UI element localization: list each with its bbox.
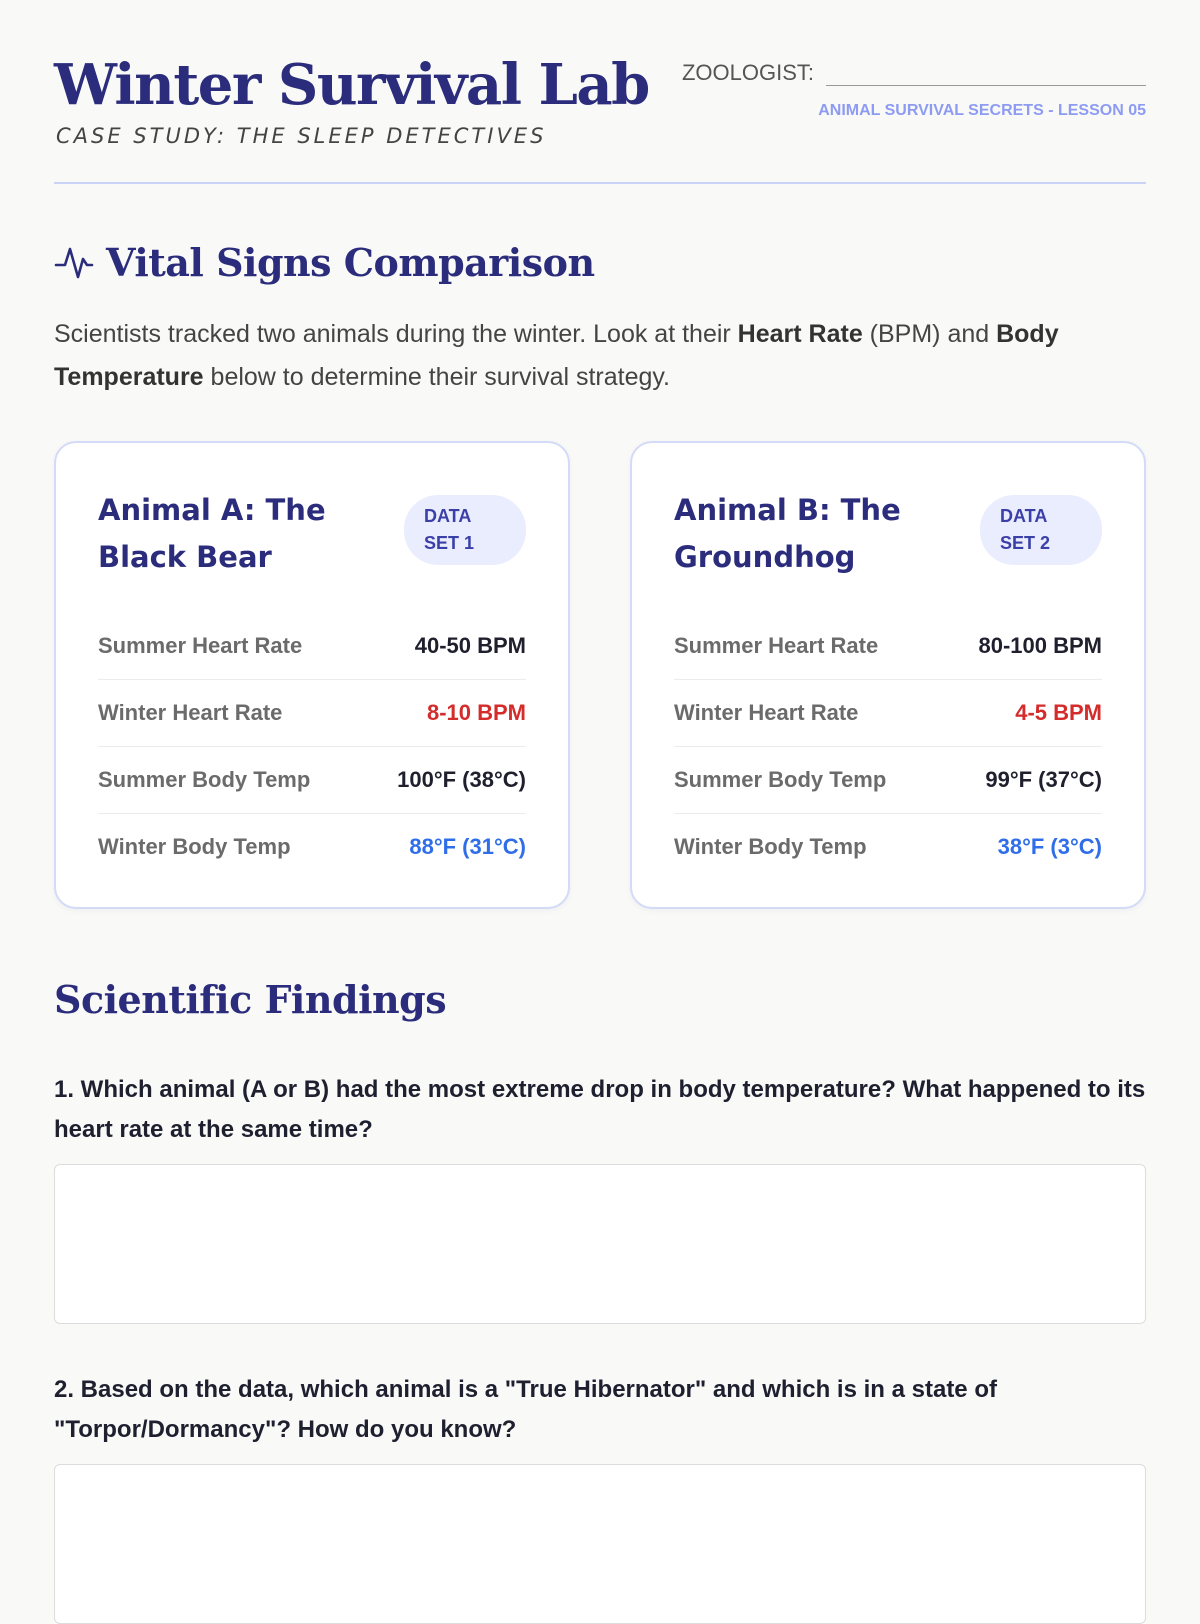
vitals-heading-text: Vital Signs Comparison bbox=[106, 240, 595, 285]
zoologist-name-input[interactable] bbox=[826, 61, 1146, 86]
vital-value: 40-50 BPM bbox=[414, 633, 526, 658]
findings-heading: Scientific Findings bbox=[54, 977, 447, 1022]
vital-value: 38°F (3°C) bbox=[997, 834, 1102, 859]
answer-box-2[interactable] bbox=[54, 1464, 1146, 1624]
lesson-label: ANIMAL SURVIVAL SECRETS - LESSON 05 bbox=[818, 102, 1146, 119]
vital-row bbox=[674, 680, 1102, 747]
data-set-badge: DATA SET 1 bbox=[404, 495, 526, 565]
vital-label: Summer Heart Rate bbox=[98, 633, 303, 658]
question-2: 2. Based on the data, which animal is a "True Hibernator" and which is in a state of "Torpor/Dormancy"? How do you know? bbox=[54, 1376, 997, 1443]
vital-label: Winter Body Temp bbox=[98, 834, 291, 859]
intro-bold-body-temp: Body Temperature bbox=[54, 320, 1059, 391]
animal-card-b bbox=[630, 441, 1146, 909]
card-title: Animal A: The Black Bear bbox=[98, 493, 326, 574]
zoologist-label: ZOOLOGIST: bbox=[681, 60, 814, 85]
vitals-heading bbox=[54, 240, 1146, 285]
vital-value: 99°F (37°C) bbox=[985, 767, 1102, 792]
zoologist-field bbox=[682, 60, 1146, 86]
intro-text-2: (BPM) and bbox=[862, 320, 997, 348]
vital-row bbox=[674, 613, 1102, 680]
vital-label: Summer Body Temp bbox=[674, 767, 887, 792]
vital-label: Winter Heart Rate bbox=[98, 700, 283, 725]
vital-row bbox=[98, 613, 526, 680]
vital-label: Winter Body Temp bbox=[674, 834, 867, 859]
page-subtitle: CASE STUDY: THE SLEEP DETECTIVES bbox=[56, 124, 547, 148]
page-title: Winter Survival Lab bbox=[54, 52, 649, 118]
card-header bbox=[674, 487, 1102, 613]
animal-cards bbox=[54, 441, 1146, 909]
vital-label: Summer Body Temp bbox=[98, 767, 311, 792]
vital-value: 8-10 BPM bbox=[426, 700, 526, 725]
pulse-icon bbox=[54, 243, 94, 283]
vital-value: 88°F (31°C) bbox=[409, 834, 526, 859]
vital-label: Summer Heart Rate bbox=[674, 633, 879, 658]
data-set-badge: DATA SET 2 bbox=[980, 495, 1102, 565]
question-1: 1. Which animal (A or B) had the most extreme drop in body temperature? What happened to its heart rate at the same time? bbox=[54, 1076, 1146, 1143]
answer-box-1[interactable] bbox=[54, 1164, 1146, 1324]
card-header bbox=[98, 487, 526, 613]
vital-row bbox=[674, 814, 1102, 880]
worksheet-header bbox=[54, 0, 1146, 184]
vital-value: 80-100 BPM bbox=[978, 633, 1102, 658]
vital-label: Winter Heart Rate bbox=[674, 700, 859, 725]
intro-paragraph bbox=[54, 313, 1146, 399]
animal-card-a bbox=[54, 441, 570, 909]
vital-row bbox=[98, 814, 526, 880]
vital-row bbox=[98, 680, 526, 747]
intro-bold-heart-rate: Heart Rate bbox=[737, 320, 863, 348]
vital-row bbox=[98, 747, 526, 814]
intro-text-3: below to determine their survival strategy. bbox=[203, 363, 670, 391]
vital-row bbox=[674, 747, 1102, 814]
vital-value: 4-5 BPM bbox=[1015, 700, 1102, 725]
intro-text-1: Scientists tracked two animals during the winter. Look at their bbox=[54, 320, 738, 348]
vital-value: 100°F (38°C) bbox=[397, 767, 526, 792]
card-title: Animal B: The Groundhog bbox=[674, 493, 901, 574]
